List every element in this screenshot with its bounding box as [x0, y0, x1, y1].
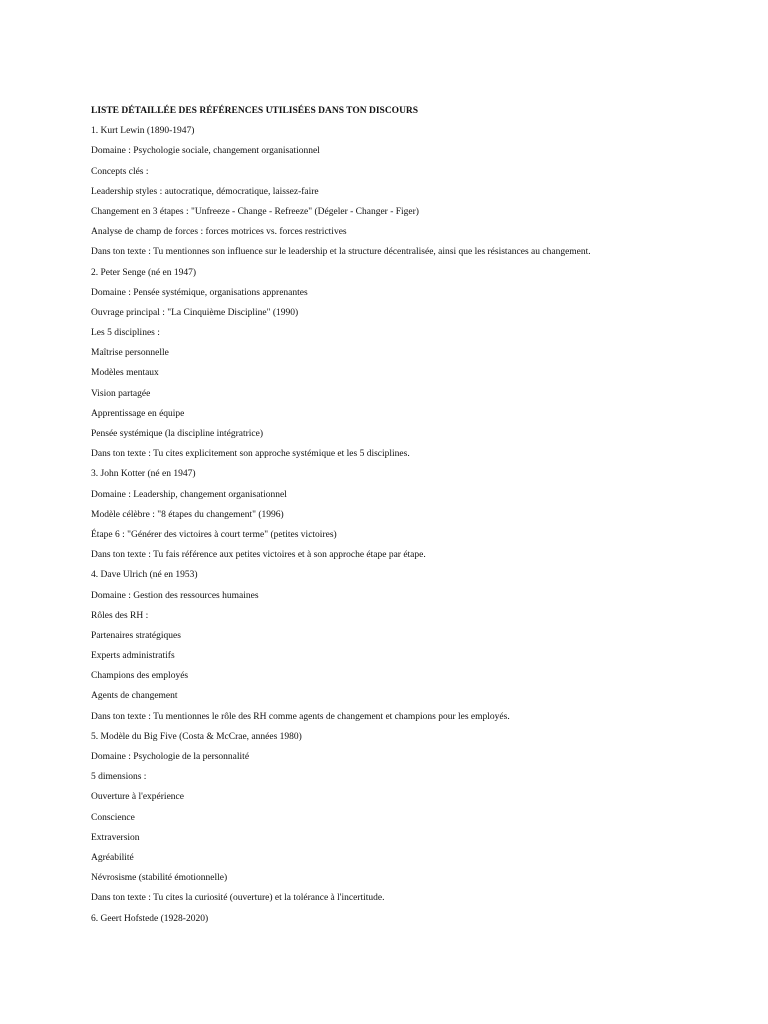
document-line: Partenaires stratégiques — [91, 630, 181, 641]
document-line: Dans ton texte : Tu fais référence aux petites victoires et à son approche étape par étape. — [91, 550, 426, 561]
document-line: Domaine : Pensée systémique, organisations apprenantes — [91, 287, 308, 298]
document-line: Modèles mentaux — [91, 368, 159, 379]
document-line: Agents de changement — [91, 691, 178, 702]
document-line: Dans ton texte : Tu cites explicitement son approche systémique et les 5 disciplines. — [91, 449, 410, 460]
document-line: Apprentissage en équipe — [91, 408, 185, 419]
document-line: 5. Modèle du Big Five (Costa & McCrae, années 1980) — [91, 731, 302, 742]
document-line: Analyse de champ de forces : forces motrices vs. forces restrictives — [91, 227, 347, 238]
document-line: Experts administratifs — [91, 651, 175, 662]
document-line: 6. Geert Hofstede (1928-2020) — [91, 913, 209, 924]
document-line: Dans ton texte : Tu mentionnes son influence sur le leadership et la structure décentralisée, ainsi que les résistances au changement. — [91, 247, 591, 258]
document-line: Concepts clés : — [91, 166, 149, 177]
document-line: Extraversion — [91, 832, 140, 843]
document-line: 5 dimensions : — [91, 772, 147, 783]
document-page — [91, 104, 731, 932]
document-line: 2. Peter Senge (né en 1947) — [91, 267, 196, 278]
document-line: 4. Dave Ulrich (né en 1953) — [91, 570, 198, 581]
document-line: Domaine : Psychologie de la personnalité — [91, 752, 250, 762]
document-line: Agréabilité — [91, 852, 134, 863]
document-line: Dans ton texte : Tu cites la curiosité (ouverture) et la tolérance à l'incertitude. — [91, 893, 385, 904]
document-line: Domaine : Gestion des ressources humaines — [91, 590, 259, 601]
document-line: Pensée systémique (la discipline intégratrice) — [91, 429, 263, 439]
document-line: Ouvrage principal : "La Cinquième Discipline" (1990) — [91, 307, 299, 318]
document-line: Modèle célèbre : "8 étapes du changement" (1996) — [91, 509, 284, 520]
document-line: Rôles des RH : — [91, 610, 149, 621]
document-line: Domaine : Leadership, changement organisationnel — [91, 489, 287, 500]
document-line: Dans ton texte : Tu mentionnes le rôle des RH comme agents de changement et champions pour les employés. — [91, 711, 510, 722]
document-line: Étape 6 : "Générer des victoires à court terme" (petites victoires) — [91, 529, 337, 540]
document-line: Névrosisme (stabilité émotionnelle) — [91, 873, 228, 884]
document-line: 3. John Kotter (né en 1947) — [91, 469, 196, 480]
document-line: Les 5 disciplines : — [91, 328, 160, 339]
document-line: 1. Kurt Lewin (1890-1947) — [91, 126, 195, 137]
document-body — [91, 124, 731, 925]
document-line: Ouverture à l'expérience — [91, 792, 184, 803]
document-line: Changement en 3 étapes : "Unfreeze - Change - Refreeze" (Dégeler - Changer - Figer) — [91, 206, 419, 217]
document-line: Domaine : Psychologie sociale, changement organisationnel — [91, 146, 320, 157]
document-title: LISTE DÉTAILLÉE DES RÉFÉRENCES UTILISÉES DANS TON DISCOURS — [91, 106, 419, 116]
document-line: Conscience — [91, 812, 135, 823]
document-line: Vision partagée — [91, 388, 151, 399]
document-line: Maîtrise personnelle — [91, 348, 169, 359]
document-line: Leadership styles : autocratique, démocratique, laissez-faire — [91, 186, 319, 197]
document-line: Champions des employés — [91, 671, 189, 682]
